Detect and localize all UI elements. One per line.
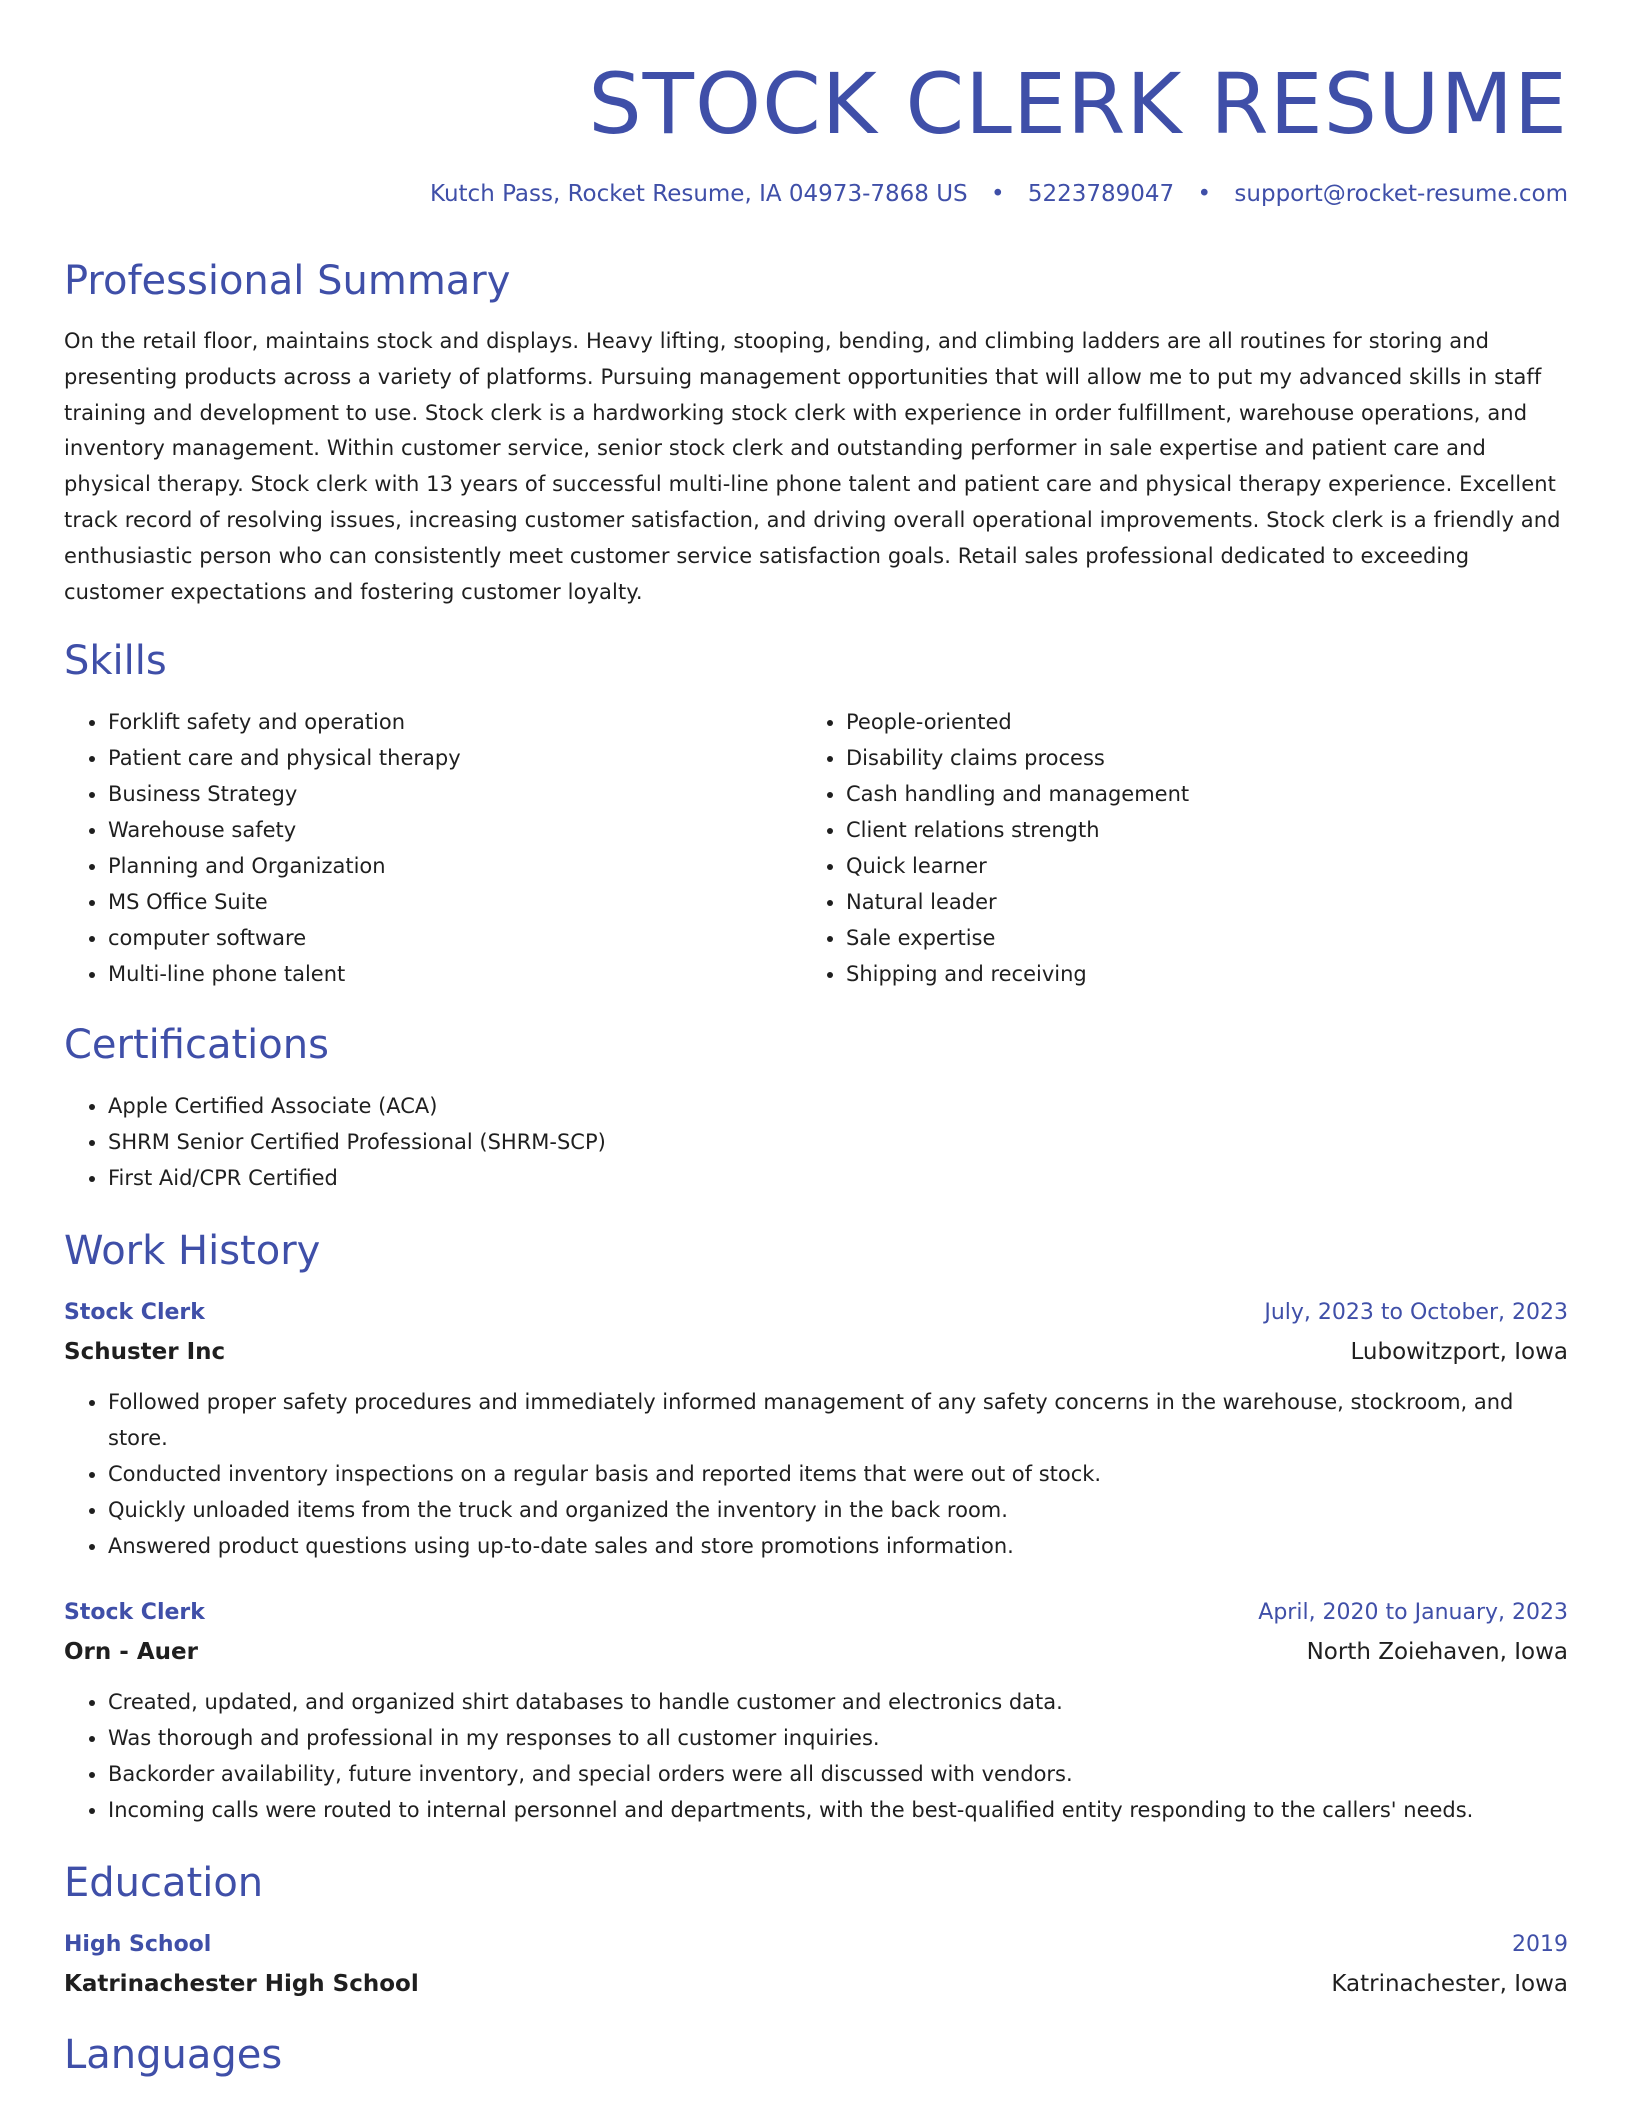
job-duty: • Created, updated, and organized shirt databases to handle customer and electronics data. (108, 1684, 1568, 1720)
skill-item: • Business Strategy (108, 776, 802, 812)
job-company: Schuster Inc (64, 1339, 226, 1366)
resume-title: STOCK CLERK RESUME (588, 55, 1568, 153)
certifications-section (64, 1020, 1568, 1196)
job-duty: • Incoming calls were routed to internal personnel and departments, with the best-qualified entity responding to the callers' needs. (108, 1792, 1568, 1828)
education-school: Katrinachester High School (64, 1971, 419, 1998)
summary-section (64, 256, 1568, 610)
skill-item: • Planning and Organization (108, 848, 802, 884)
skill-item: • Disability claims process (846, 740, 1540, 776)
languages-section (64, 2030, 1568, 2080)
job-location: Lubowitzport, Iowa (1350, 1339, 1568, 1366)
work-history-heading: Work History (64, 1228, 321, 1275)
job-duty: • Followed proper safety procedures and immediately informed management of any safety concerns in the warehouse, stockroom, and store. (108, 1384, 1568, 1456)
skill-item: • Natural leader (846, 884, 1540, 920)
skills-column-left (64, 704, 802, 992)
separator-dot: • (990, 181, 1005, 207)
job-dates: April, 2020 to January, 2023 (1258, 1600, 1568, 1626)
contact-line (64, 178, 1568, 210)
contact-address: Kutch Pass, Rocket Resume, IA 04973-7868 US (430, 181, 968, 207)
skills-heading: Skills (64, 638, 167, 685)
summary-heading: Professional Summary (64, 258, 511, 304)
skill-item: • Forklift safety and operation (108, 704, 802, 740)
skill-item: • MS Office Suite (108, 884, 802, 920)
certification-item: • Apple Certified Associate (ACA) (108, 1088, 1568, 1124)
languages-heading: Languages (64, 2032, 283, 2079)
job-duty: • Backorder availability, future inventory, and special orders were all discussed with vendors. (108, 1756, 1568, 1792)
job-title: Stock Clerk (64, 1300, 205, 1326)
education-location: Katrinachester, Iowa (1331, 1971, 1568, 1998)
education-year: 2019 (1512, 1932, 1568, 1958)
resume-header (64, 0, 1568, 210)
work-history-section (64, 1226, 1568, 1828)
job-entry (64, 1594, 1568, 1828)
job-duty: • Was thorough and professional in my responses to all customer inquiries. (108, 1720, 1568, 1756)
skills-section (64, 636, 1568, 992)
skill-item: • People-oriented (846, 704, 1540, 740)
skill-item: • Cash handling and management (846, 776, 1540, 812)
job-company-row (64, 1332, 1568, 1372)
job-entry (64, 1294, 1568, 1564)
skill-item: • Sale expertise (846, 920, 1540, 956)
job-dates: July, 2023 to October, 2023 (1264, 1300, 1568, 1326)
job-title: Stock Clerk (64, 1600, 205, 1626)
certifications-heading: Certifications (64, 1022, 329, 1069)
job-duty: • Conducted inventory inspections on a regular basis and reported items that were out of stock. (108, 1456, 1568, 1492)
education-degree: High School (64, 1932, 212, 1958)
skills-grid (64, 704, 1568, 992)
job-duties-list (64, 1384, 1568, 1564)
skill-item: • Warehouse safety (108, 812, 802, 848)
contact-phone: 5223789047 (1027, 181, 1175, 207)
certifications-list (64, 1088, 1568, 1196)
contact-email[interactable]: support@rocket-resume.com (1234, 181, 1568, 207)
job-duty: • Quickly unloaded items from the truck and organized the inventory in the back room. (108, 1492, 1568, 1528)
separator-dot: • (1197, 181, 1212, 207)
skills-list-right (802, 704, 1540, 992)
certification-item: • SHRM Senior Certified Professional (SHRM-SCP) (108, 1124, 1568, 1160)
education-heading: Education (64, 1860, 264, 1907)
skills-list-left (64, 704, 802, 992)
job-location: North Zoiehaven, Iowa (1306, 1639, 1568, 1666)
skill-item: • Multi-line phone talent (108, 956, 802, 992)
education-school-row (64, 1964, 1568, 2004)
job-title-row (64, 1594, 1568, 1632)
skill-item: • Quick learner (846, 848, 1540, 884)
education-degree-row (64, 1926, 1568, 1964)
job-company: Orn - Auer (64, 1639, 198, 1666)
job-company-row (64, 1632, 1568, 1672)
skill-item: • Shipping and receiving (846, 956, 1540, 992)
skills-column-right (802, 704, 1540, 992)
education-section (64, 1858, 1568, 2004)
skill-item: • computer software (108, 920, 802, 956)
summary-text: On the retail floor, maintains stock and displays. Heavy lifting, stooping, bending, and climbing ladders are all routines for storing and presenting products across a variety of platforms. Pursuing management opportunities that will allow me to put my advanced skills in staff training and development to use. Stock clerk is a hardworking stock clerk with experience in order fulfillment, warehouse operations, and inventory management. Within customer service, senior stock clerk and outstanding performer in sale expertise and patient care and physical therapy. Stock clerk with 13 years of successful multi-line phone talent and patient care and physical therapy experience. Excellent track record of resolving issues, increasing customer satisfaction, and driving overall operational improvements. Stock clerk is a friendly and enthusiastic person who can consistently meet customer service satisfaction goals. Retail sales professional dedicated to exceeding customer expectations and fostering customer loyalty. (64, 329, 1561, 604)
skill-item: • Patient care and physical therapy (108, 740, 802, 776)
skill-item: • Client relations strength (846, 812, 1540, 848)
certification-item: • First Aid/CPR Certified (108, 1160, 1568, 1196)
job-duty: • Answered product questions using up-to-date sales and store promotions information. (108, 1528, 1568, 1564)
job-duties-list (64, 1684, 1568, 1828)
job-title-row (64, 1294, 1568, 1332)
